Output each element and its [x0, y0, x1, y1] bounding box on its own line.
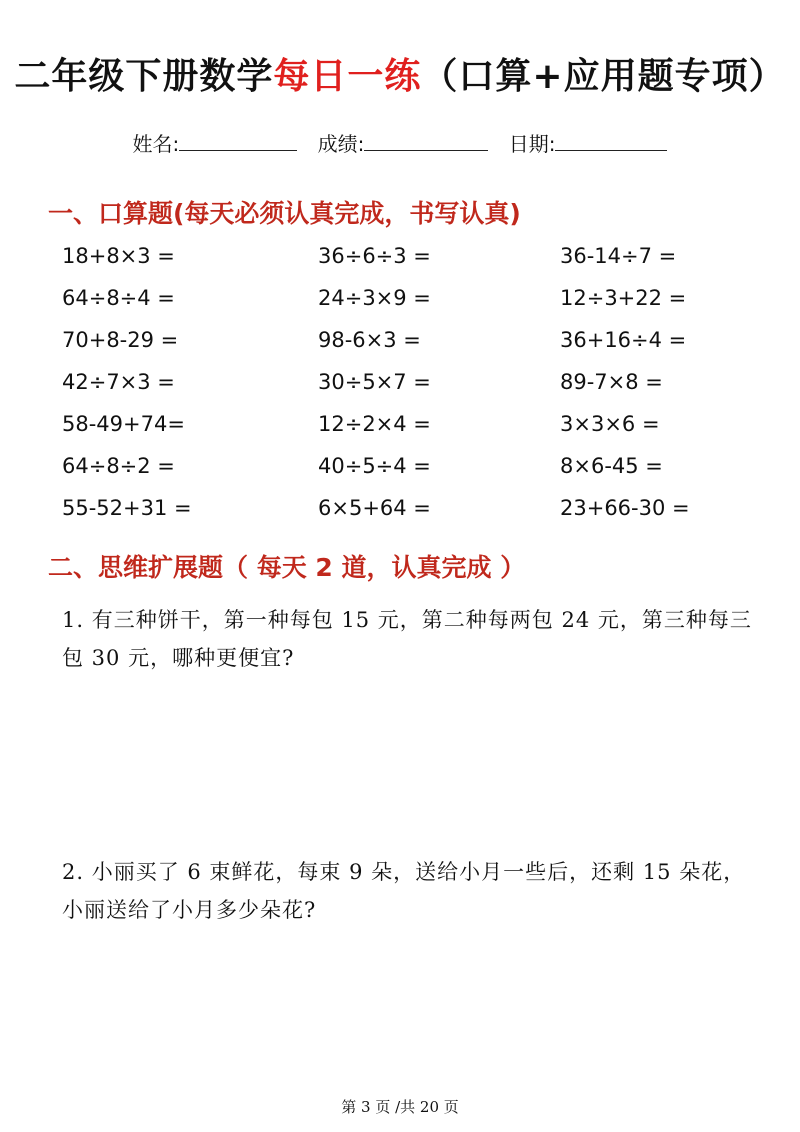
calc-item: 55-52+31 =: [62, 496, 192, 520]
page-number: 第 3 页 /共 20 页: [341, 1098, 459, 1116]
word-problem-2: 2. 小丽买了 6 束鲜花，每束 9 朵，送给小月一些后，还剩 15 朵花，小丽送给了小月多少朵花?: [62, 860, 746, 922]
calc-item: 42÷7×3 =: [62, 370, 175, 394]
calc-item: 24÷3×9 =: [318, 286, 431, 310]
calc-item: 36+16÷4 =: [560, 328, 687, 352]
calc-item: 40÷5÷4 =: [318, 454, 431, 478]
calc-row: [62, 286, 762, 328]
calc-row: [62, 328, 762, 370]
calc-item: 6×5+64 =: [318, 496, 431, 520]
title-part-3: （口算+应用题专项）: [421, 56, 786, 97]
calc-item: 64÷8÷2 =: [62, 454, 175, 478]
calc-item: 58-49+74=: [62, 412, 185, 436]
calc-item: 36-14÷7 =: [560, 244, 677, 268]
calc-item: 23+66-30 =: [560, 496, 690, 520]
calc-item: 98-6×3 =: [318, 328, 421, 352]
calc-item: 3×3×6 =: [560, 412, 660, 436]
student-info-line: [0, 128, 800, 157]
score-blank[interactable]: [364, 132, 488, 151]
date-blank[interactable]: [555, 132, 667, 151]
calc-item: 64÷8÷4 =: [62, 286, 175, 310]
calc-row: [62, 496, 762, 538]
calc-item: 36÷6÷3 =: [318, 244, 431, 268]
name-blank[interactable]: [179, 132, 297, 151]
calc-item: 12÷3+22 =: [560, 286, 687, 310]
calc-item: 18+8×3 =: [62, 244, 175, 268]
calc-row: [62, 454, 762, 496]
calc-item: 8×6-45 =: [560, 454, 663, 478]
title-part-2: 每日一练: [273, 56, 422, 97]
mental-math-grid: [62, 244, 762, 538]
calc-item: 70+8-29 =: [62, 328, 179, 352]
calc-row: [62, 244, 762, 286]
calc-item: 12÷2×4 =: [318, 412, 431, 436]
score-label: 成绩:: [317, 132, 365, 156]
date-label: 日期:: [508, 132, 556, 156]
calc-item: 30÷5×7 =: [318, 370, 431, 394]
calc-row: [62, 412, 762, 454]
word-problem-1: 1. 有三种饼干，第一种每包 15 元，第二种每两包 24 元，第三种每三包 30 元，哪种更便宜?: [62, 608, 752, 670]
section1-heading: 一、口算题(每天必须认真完成，书写认真): [48, 199, 521, 228]
name-label: 姓名:: [132, 132, 180, 156]
calc-row: [62, 370, 762, 412]
page-title: [0, 48, 800, 99]
calc-item: 89-7×8 =: [560, 370, 663, 394]
title-part-1: 二年级下册数学: [14, 56, 274, 97]
section2-heading: 二、思维扩展题（ 每天 2 道，认真完成 ）: [48, 553, 526, 582]
